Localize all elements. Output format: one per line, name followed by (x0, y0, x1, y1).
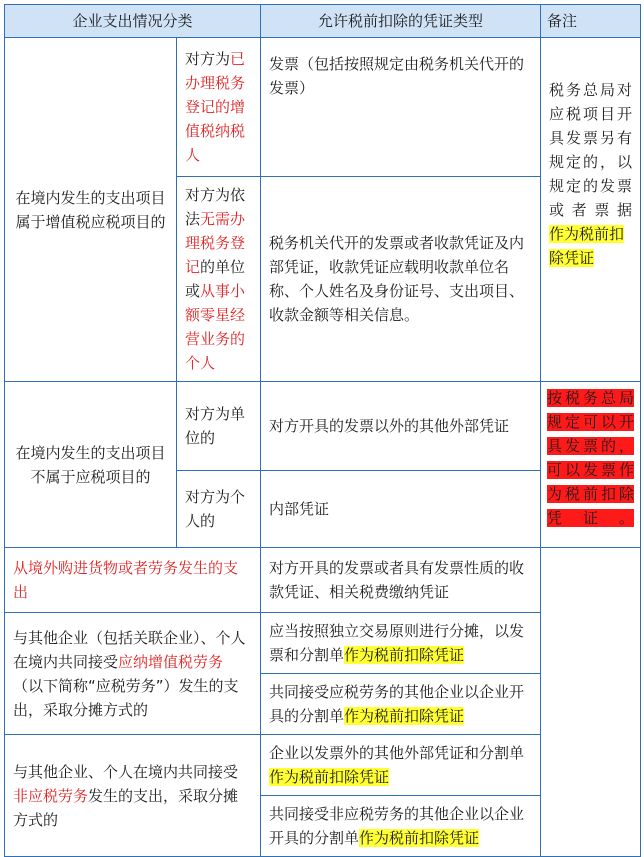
section4-voucher1 (261, 613, 541, 674)
section4-category (5, 613, 261, 735)
category-red-text: 非应税劳务 (13, 786, 89, 805)
section1-party2 (177, 177, 261, 382)
header-voucher-type: 允许税前扣除的凭证类型 (261, 5, 541, 38)
section5-category (5, 735, 261, 857)
section2-party1: 对方为单位的 (177, 382, 261, 471)
section5-voucher1 (261, 735, 541, 796)
section1-voucher1: 发票（包括按照规定由税务机关代开的发票） (261, 38, 541, 177)
section5-voucher2 (261, 796, 541, 857)
section2-note-text: 按税务总局规定可以开具发票的，可以发票作为税前扣除凭证。 (547, 389, 635, 527)
header-remarks: 备注 (541, 5, 641, 38)
party-red-text-2: 从事小额零星经营业务的个人 (185, 282, 246, 372)
section1-row1 (5, 38, 641, 177)
voucher-text: 共同接受应税劳务的其他企业以企业开具的分割单 (269, 683, 525, 725)
section2-category: 在境内发生的支出项目不属于应税项目的 (5, 382, 177, 548)
party-red-text: 无需办理税务登记 (185, 210, 246, 276)
category-red-text: 应纳增值税劳务 (118, 652, 224, 671)
category-prefix: 与其他企业（包括关联企业）、个人在境内共同接受 (13, 628, 246, 671)
section1-voucher2: 税务机关代开的发票或者收款凭证及内部凭证，收款凭证应载明收款单位名称、个人姓名及身份证号、支出项目、收款金额等相关信息。 (261, 177, 541, 382)
section4-voucher2 (261, 674, 541, 735)
deduction-voucher-table (4, 4, 641, 857)
category-suffix: 发生的支出，采取分摊方式的 (13, 786, 239, 829)
section1-note-text: 税务总局对应税项目开具发票另有规定的，以规定的发票或者票据 (549, 81, 633, 219)
party-prefix: 对方为 (185, 50, 231, 68)
section1-note (541, 38, 641, 382)
voucher-highlight: 作为税前扣除凭证 (269, 768, 390, 786)
section2-voucher2: 内部凭证 (261, 471, 541, 548)
section1-party1 (177, 38, 261, 177)
voucher-highlight: 作为税前扣除凭证 (344, 646, 465, 664)
voucher-text: 企业以发票外的其他外部凭证和分割单 (269, 744, 525, 762)
party-red-text: 已办理税务登记的增值税纳税人 (185, 50, 246, 164)
voucher-highlight: 作为税前扣除凭证 (344, 707, 465, 725)
section1-category: 在境内发生的支出项目属于增值税应税项目的 (5, 38, 177, 382)
remarks-empty (541, 548, 641, 857)
section2-voucher1: 对方开具的发票以外的其他外部凭证 (261, 382, 541, 471)
section2-note (541, 382, 641, 548)
section1-note-highlight: 作为税前扣除凭证 (549, 225, 625, 267)
voucher-highlight: 作为税前扣除凭证 (359, 829, 480, 847)
section2-party2: 对方为个人的 (177, 471, 261, 548)
category-prefix: 与其他企业、个人在境内共同接受 (13, 762, 239, 781)
voucher-text: 共同接受非应税劳务的其他企业以企业开具的分割单 (269, 805, 525, 847)
voucher-text: 应当按照独立交易原则进行分摊，以发票和分割单 (269, 622, 525, 664)
header-row (5, 5, 641, 38)
party-mid-text: 的单位或 (185, 258, 246, 300)
section2-row1 (5, 382, 641, 471)
party-prefix: 对方为依法 (185, 186, 246, 228)
section3-row (5, 548, 641, 613)
section3-category: 从境外购进货物或者劳务发生的支出 (5, 548, 261, 613)
section3-voucher: 对方开具的发票或者具有发票性质的收款凭证、相关税费缴纳凭证 (261, 548, 541, 613)
header-expense-category: 企业支出情况分类 (5, 5, 261, 38)
category-suffix: （以下简称“应税劳务”）发生的支出，采取分摊方式的 (13, 676, 239, 719)
